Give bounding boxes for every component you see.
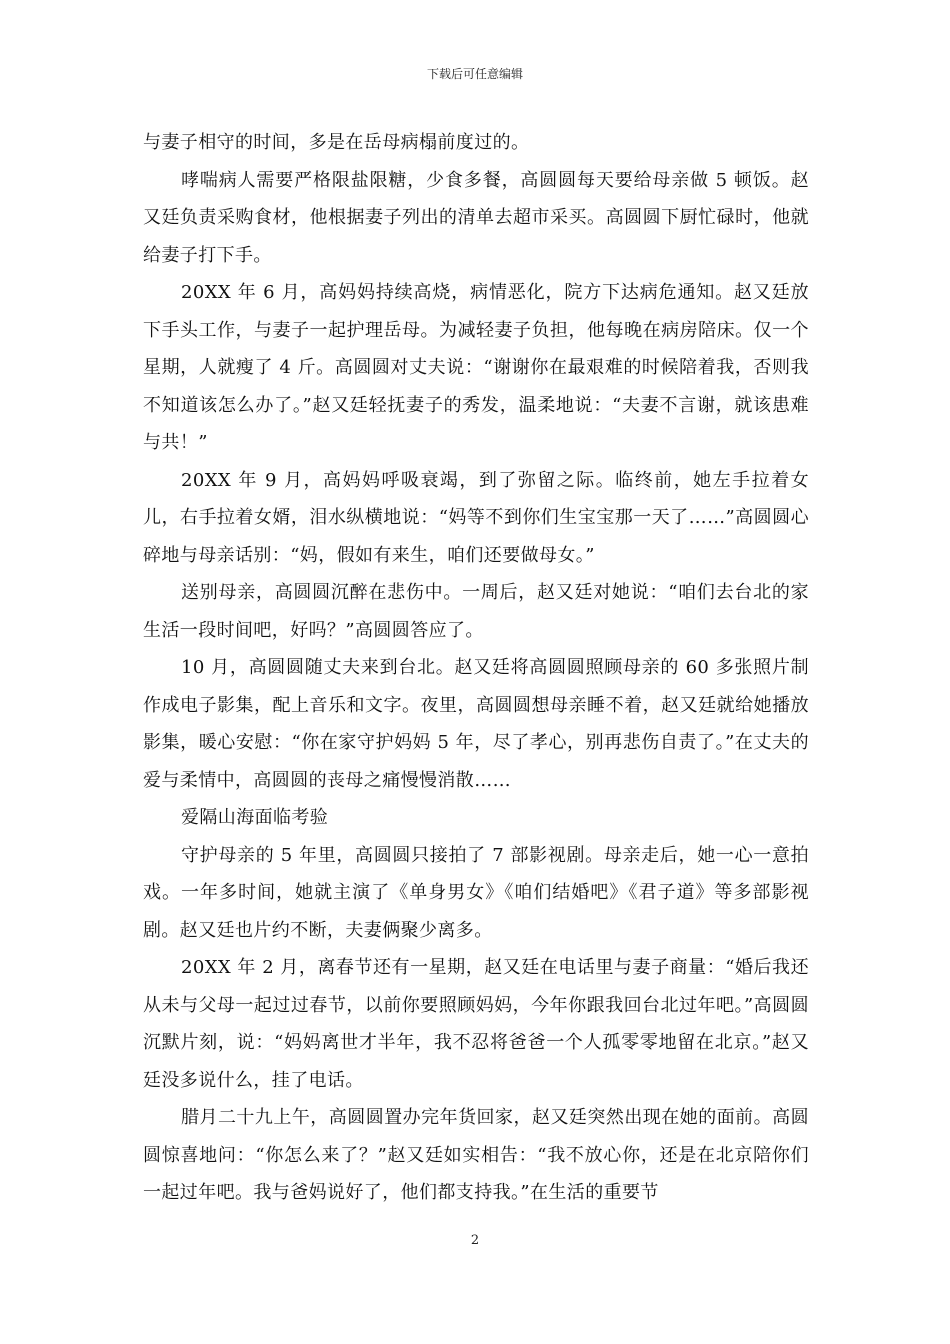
paragraph: 20XX 年 2 月，离春节还有一星期，赵又廷在电话里与妻子商量：“婚后我还从未与父母一起过过春节，以前你要照顾妈妈，今年你跟我回台北过年吧。”高圆圆沉默片刻，说：“妈妈离世才半年，我不忍将爸爸一个人孤零零地留在北京。”赵又廷没多说什么，挂了电话。 xyxy=(143,957,809,1091)
paragraph: 腊月二十九上午，高圆圆置办完年货回家，赵又廷突然出现在她的面前。高圆圆惊喜地问：“你怎么来了？”赵又廷如实相告：“我不放心你，还是在北京陪你们一起过年吧。我与爸妈说好了，他们都支持我。”在生活的重要节 xyxy=(143,1107,809,1203)
paragraph-continuation: 与妻子相守的时间，多是在岳母病榻前度过的。 xyxy=(143,132,530,153)
paragraph: 哮喘病人需要严格限盐限糖，少食多餐，高圆圆每天要给母亲做 5 顿饭。赵又廷负责采购食材，他根据妻子列出的清单去超市采买。高圆圆下厨忙碌时，他就给妻子打下手。 xyxy=(143,169,809,266)
paragraph: 20XX 年 6 月，高妈妈持续高烧，病情恶化，院方下达病危通知。赵又廷放下手头工作，与妻子一起护理岳母。为减轻妻子负担，他每晚在病房陪床。仅一个星期，人就瘦了 4 斤。高圆圆对丈夫说：“谢谢你在最艰难的时候陪着我，否则我不知道该怎么办了。”赵又廷轻抚妻子的秀发，温柔地说：“夫妻不言谢，就该患难与共！” xyxy=(143,282,809,453)
page-number: 2 xyxy=(470,1233,480,1248)
paragraph: 20XX 年 9 月，高妈妈呼吸衰竭，到了弥留之际。临终前，她左手拉着女儿，右手拉着女婿，泪水纵横地说：“妈等不到你们生宝宝那一天了……”高圆圆心碎地与母亲话别：“妈，假如有来生，咱们还要做母女。” xyxy=(143,469,809,566)
section-heading: 爱隔山海面临考验 xyxy=(181,807,329,828)
page-header: 下载后可任意编辑 xyxy=(426,67,523,81)
paragraph: 10 月，高圆圆随丈夫来到台北。赵又廷将高圆圆照顾母亲的 60 多张照片制作成电子影集，配上音乐和文字。夜里，高圆圆想母亲睡不着，赵又廷就给她播放影集，暖心安慰：“你在家守护妈妈 5 年，尽了孝心，别再悲伤自责了。”在丈夫的爱与柔情中，高圆圆的丧母之痛慢慢消散…… xyxy=(143,657,809,791)
paragraph: 守护母亲的 5 年里，高圆圆只接拍了 7 部影视剧。母亲走后，她一心一意拍戏。一年多时间，她就主演了《单身男女》《咱们结婚吧》《君子道》等多部影视剧。赵又廷也片约不断，夫妻俩聚少离多。 xyxy=(143,844,809,941)
document-body xyxy=(143,124,809,1212)
paragraph: 送别母亲，高圆圆沉醉在悲伤中。一周后，赵又廷对她说：“咱们去台北的家生活一段时间吧，好吗？”高圆圆答应了。 xyxy=(143,582,809,641)
